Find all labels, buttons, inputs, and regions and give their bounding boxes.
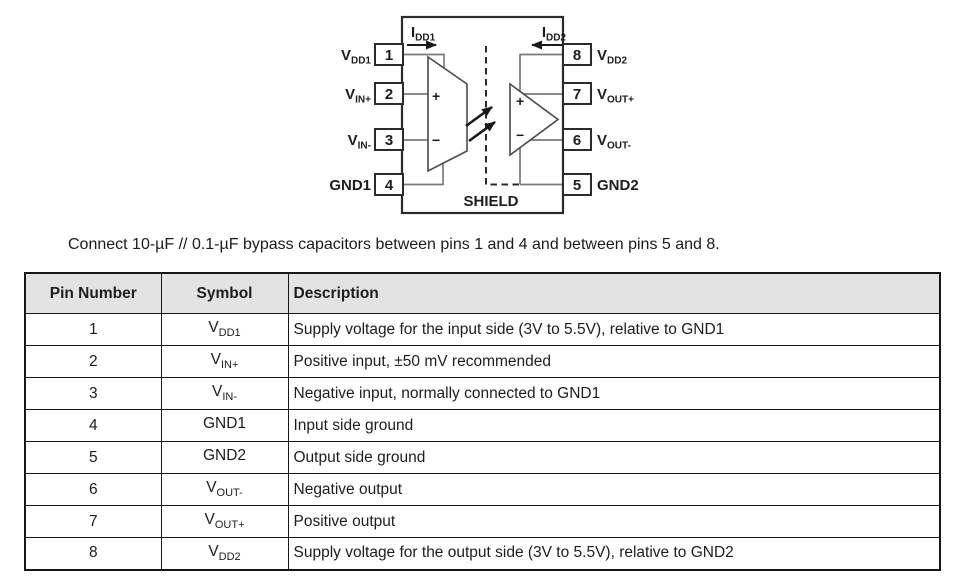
pin-cell: 5 [25,442,161,474]
idd1-current-arrow [407,24,436,45]
description-cell: Negative input, normally connected to GND1 [288,378,940,410]
shield-label: SHIELD [463,193,519,210]
header-pin-number: Pin Number [25,273,161,314]
table-row [25,538,940,570]
right-pin-labels [597,47,639,194]
pin-number-2: 2 [384,86,394,103]
symbol-cell: $V_{OUT+}$ [161,506,288,538]
input-amplifier [428,57,467,171]
pin-cell: 7 [25,506,161,538]
left-pin-boxes [375,44,403,195]
pin-cell: 4 [25,410,161,442]
header-symbol: Symbol [161,273,288,314]
pin-cell: 2 [25,346,161,378]
symbol-cell: $V_{DD1}$ [161,314,288,346]
pin-label-vin-minus: $V_{IN-}$ [347,132,371,152]
pin-label-vin-plus: $V_{IN+}$ [345,86,371,106]
isolation-signal-arrows [466,107,495,141]
pin-number-6: 6 [572,132,582,149]
idd1-label: $I_{DD1}$ [411,24,436,44]
table-row [25,442,940,474]
symbol-cell: GND1 [161,410,288,442]
pin-number-5: 5 [572,177,582,194]
plus-sign: + [516,93,525,109]
pin-number-4: 4 [384,177,394,194]
description-cell: Supply voltage for the output side (3V to 5.5V), relative to GND2 [288,538,940,570]
symbol-cell: $V_{OUT-}$ [161,474,288,506]
table-row [25,506,940,538]
pin-number-1: 1 [384,47,394,64]
description-cell: Positive output [288,506,940,538]
table-row [25,314,940,346]
table-header-row [25,273,940,314]
bypass-capacitor-note: Connect 10-µF // 0.1-µF bypass capacitors between pins 1 and 4 and between pins 5 and 8. [68,236,720,253]
description-cell: Negative output [288,474,940,506]
table-row [25,378,940,410]
pin-label-vdd1: $V_{DD1}$ [340,47,371,67]
description-cell: Positive input, ±50 mV recommended [288,346,940,378]
idd2-current-arrow [532,24,566,45]
header-description: Description [288,273,940,314]
pin-description-table [24,272,941,571]
pin-label-gnd1: GND1 [329,177,371,194]
description-cell: Input side ground [288,410,940,442]
symbol-cell: $V_{DD2}$ [161,538,288,570]
symbol-cell: $V_{IN+}$ [161,346,288,378]
table-row [25,410,940,442]
pin-number-8: 8 [572,47,582,64]
pin-number-3: 3 [384,132,394,149]
minus-sign: − [516,127,525,143]
table-row [25,474,940,506]
pinout-diagram [0,0,961,232]
pin-cell: 3 [25,378,161,410]
pin-label-vout-minus: $V_{OUT-}$ [597,132,631,152]
plus-sign: + [432,88,441,104]
idd2-label: $I_{DD2}$ [541,24,566,44]
right-pin-boxes [563,44,591,195]
left-pin-labels [329,47,371,194]
pin-cell: 8 [25,538,161,570]
description-cell: Output side ground [288,442,940,474]
table-row [25,346,940,378]
symbol-cell: GND2 [161,442,288,474]
pin-cell: 1 [25,314,161,346]
pin-label-gnd2: GND2 [597,177,639,194]
minus-sign: − [432,132,441,148]
pin-number-7: 7 [572,86,582,103]
symbol-cell: $V_{IN-}$ [161,378,288,410]
description-cell: Supply voltage for the input side (3V to 5.5V), relative to GND1 [288,314,940,346]
pin-label-vdd2: $V_{DD2}$ [597,47,628,67]
pin-label-vout-plus: $V_{OUT+}$ [597,86,634,106]
pin-cell: 6 [25,474,161,506]
